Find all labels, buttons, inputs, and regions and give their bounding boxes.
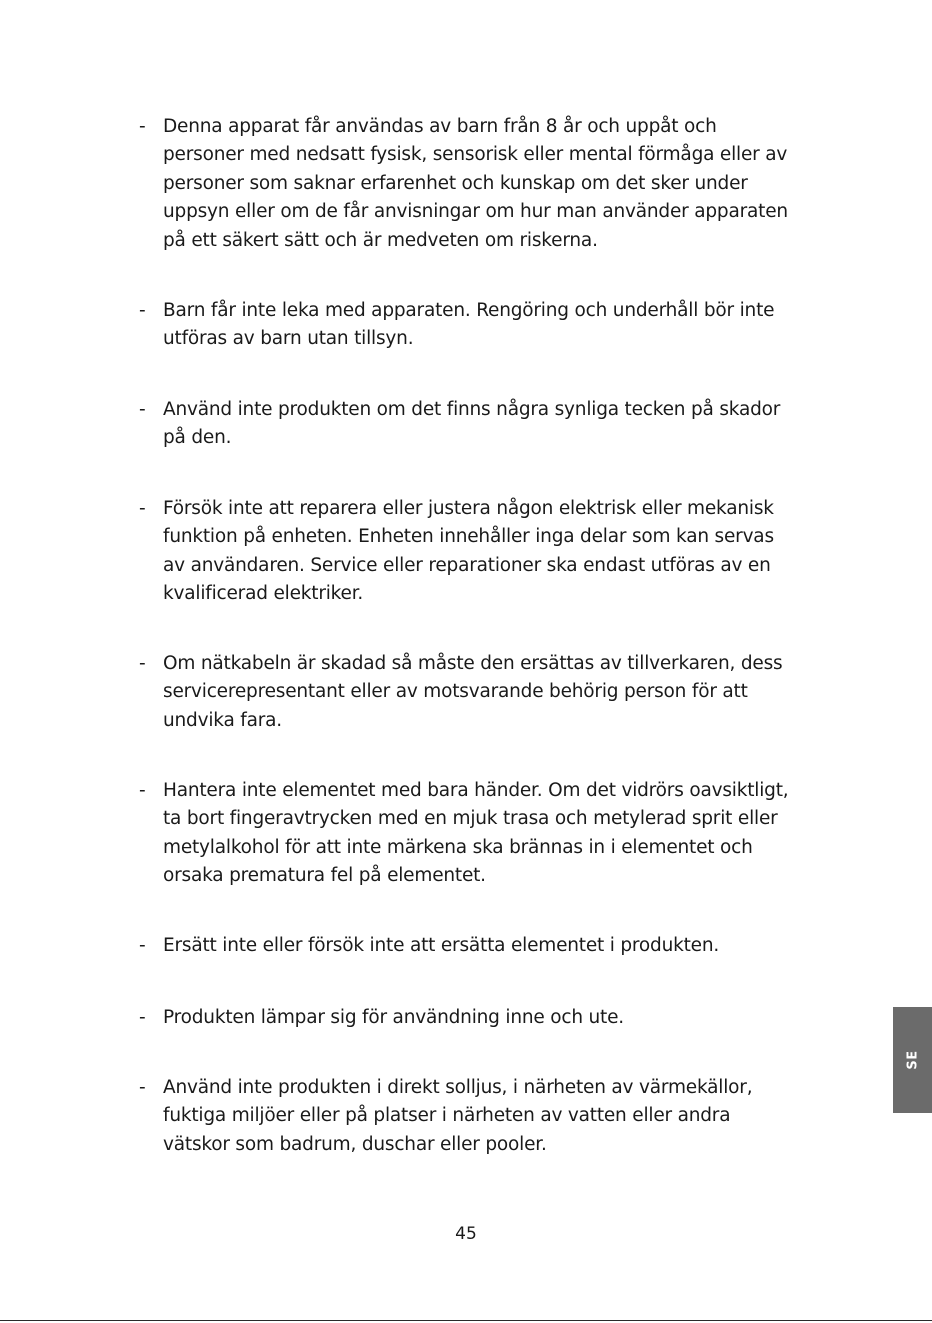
bullet-dash: -: [139, 935, 146, 956]
language-tab-label: SE: [905, 1050, 920, 1070]
list-item: [139, 396, 799, 453]
list-item-text: Barn får inte leka med apparaten. Rengöring och underhåll bör inte utföras av barn utan tillsyn.: [163, 300, 775, 350]
bottom-divider: [0, 1320, 932, 1321]
list-item-text: Försök inte att reparera eller justera någon elektrisk eller mekanisk funktion på enheten. Enheten innehåller inga delar som kan servas av användaren. Service eller reparationer ska endast utföras av en kvalificerad elektriker.: [163, 498, 774, 605]
list-item-text: Använd inte produkten i direkt solljus, i närheten av värmekällor, fuktiga miljöer eller på platser i närheten av vatten eller andra vätskor som badrum, duschar eller pooler.: [163, 1077, 753, 1155]
list-item: [139, 1004, 799, 1032]
list-item-text: Om nätkabeln är skadad så måste den ersättas av tillverkaren, dess servicerepresentant eller av motsvarande behörig person för att undvika fara.: [163, 653, 783, 731]
bullet-dash: -: [139, 1007, 146, 1028]
bullet-dash: -: [139, 653, 146, 674]
list-item-text: Produkten lämpar sig för användning inne och ute.: [163, 1007, 624, 1028]
list-item: [139, 932, 799, 960]
list-item-text: Ersätt inte eller försök inte att ersätta elementet i produkten.: [163, 935, 720, 956]
bullet-dash: -: [139, 780, 146, 801]
list-item-text: Använd inte produkten om det finns några synliga tecken på skador på den.: [163, 399, 781, 449]
bullet-dash: -: [139, 498, 146, 519]
list-item: [139, 495, 799, 609]
list-item: [139, 650, 799, 735]
bullet-dash: -: [139, 300, 146, 321]
list-item: [139, 113, 799, 255]
list-item: [139, 1074, 799, 1159]
page-number: 45: [455, 1224, 477, 1244]
language-tab: [893, 1007, 932, 1113]
list-item: [139, 297, 799, 354]
bullet-dash: -: [139, 399, 146, 420]
bullet-dash: -: [139, 116, 146, 137]
bullet-dash: -: [139, 1077, 146, 1098]
list-item-text: Denna apparat får användas av barn från 8 år och uppåt och personer med nedsatt fysisk, sensorisk eller mental förmåga eller av personer som saknar erfarenhet och kunskap om det sker under uppsyn eller om de får anvisningar om hur man använder apparaten på ett säkert sätt och är medveten om riskerna.: [163, 116, 788, 251]
list-item: [139, 777, 799, 891]
list-item-text: Hantera inte elementet med bara händer. Om det vidrörs oavsiktligt, ta bort fingeravtrycken med en mjuk trasa och metylerad sprit eller metylalkohol för att inte märkena ska brännas in i elementet och orsaka prematura fel på elementet.: [163, 780, 789, 887]
